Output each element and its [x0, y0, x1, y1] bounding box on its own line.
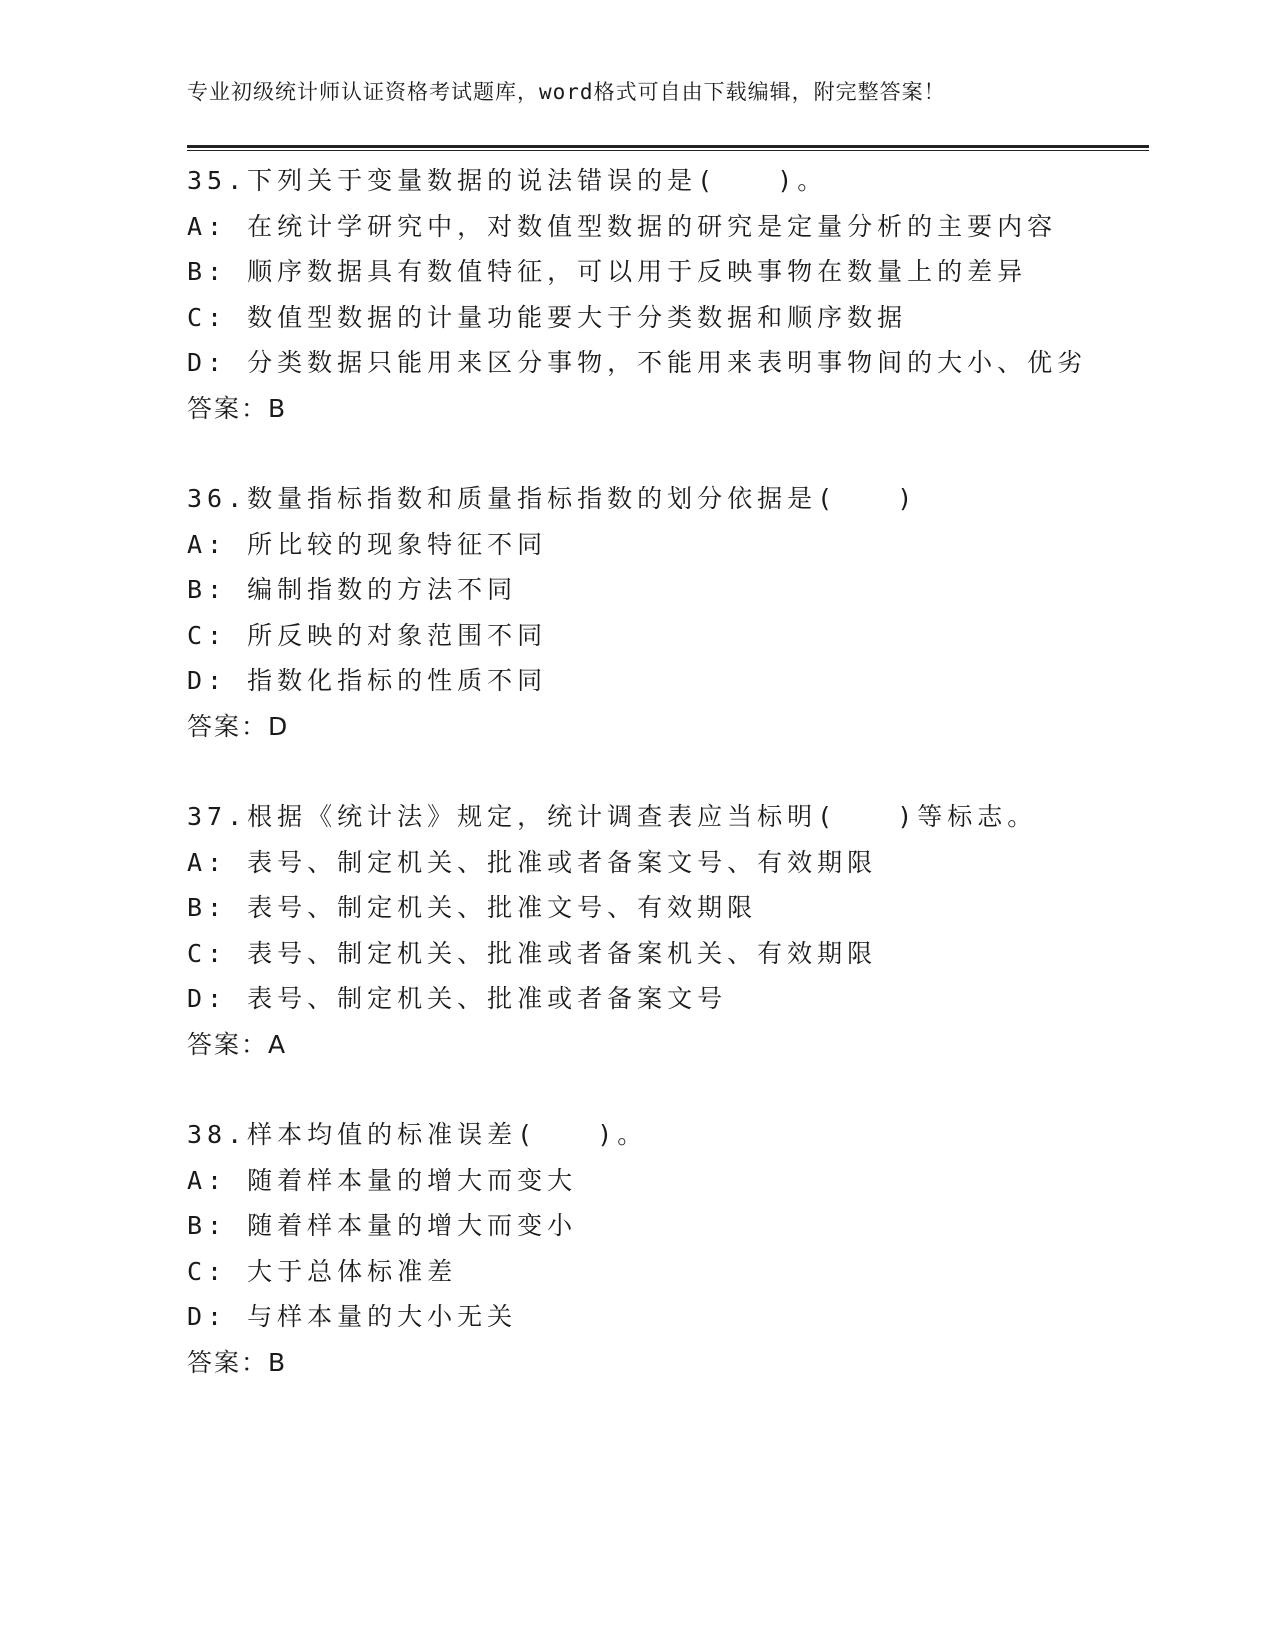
answer-line [187, 1022, 1149, 1068]
header-divider-thick [187, 145, 1149, 148]
question-35 [187, 158, 1149, 431]
answer-value: B [268, 393, 287, 423]
option-d: D: 指数化指标的性质不同 [187, 666, 548, 695]
page-header: 专业初级统计师认证资格考试题库，word格式可自由下载编辑，附完整答案！ [187, 80, 946, 104]
question-stem: 38.样本均值的标准误差( )。 [187, 1120, 648, 1149]
header-divider-thin [187, 150, 1149, 151]
answer-line [187, 1340, 1149, 1386]
option-d: D: 表号、制定机关、批准或者备案文号 [187, 984, 728, 1013]
option-c: C: 所反映的对象范围不同 [187, 620, 548, 650]
answer-label: 答案： [187, 1347, 269, 1377]
answer-label: 答案： [187, 1029, 269, 1059]
answer-value: B [268, 1347, 287, 1377]
question-stem: 35.下列关于变量数据的说法错误的是( )。 [187, 166, 828, 195]
option-a: A: 随着样本量的增大而变大 [187, 1165, 578, 1195]
answer-value: D [268, 711, 289, 741]
answer-label: 答案： [187, 393, 269, 423]
option-a: A: 在统计学研究中，对数值型数据的研究是定量分析的主要内容 [187, 211, 1058, 241]
option-a: A: 表号、制定机关、批准或者备案文号、有效期限 [187, 847, 878, 877]
option-d: D: 与样本量的大小无关 [187, 1302, 518, 1331]
answer-line [187, 704, 1149, 750]
option-c: C: 大于总体标准差 [187, 1256, 458, 1286]
option-b: B: 顺序数据具有数值特征，可以用于反映事物在数量上的差异 [187, 257, 1028, 286]
option-c: C: 表号、制定机关、批准或者备案机关、有效期限 [187, 938, 878, 968]
answer-line [187, 386, 1149, 432]
option-b: B: 编制指数的方法不同 [187, 575, 518, 604]
option-d: D: 分类数据只能用来区分事物，不能用来表明事物间的大小、优劣 [187, 348, 1088, 377]
question-38 [187, 1112, 1149, 1385]
option-b: B: 随着样本量的增大而变小 [187, 1211, 578, 1240]
answer-label: 答案： [187, 711, 269, 741]
option-a: A: 所比较的现象特征不同 [187, 529, 548, 559]
option-c: C: 数值型数据的计量功能要大于分类数据和顺序数据 [187, 302, 908, 332]
question-36 [187, 476, 1149, 749]
question-stem: 36.数量指标指数和质量指标指数的划分依据是( ) [187, 484, 918, 513]
question-stem: 37.根据《统计法》规定，统计调查表应当标明( )等标志。 [187, 802, 1038, 831]
answer-value: A [268, 1029, 287, 1059]
option-b: B: 表号、制定机关、批准文号、有效期限 [187, 893, 758, 922]
question-37 [187, 794, 1149, 1067]
question-list [187, 158, 1149, 1430]
